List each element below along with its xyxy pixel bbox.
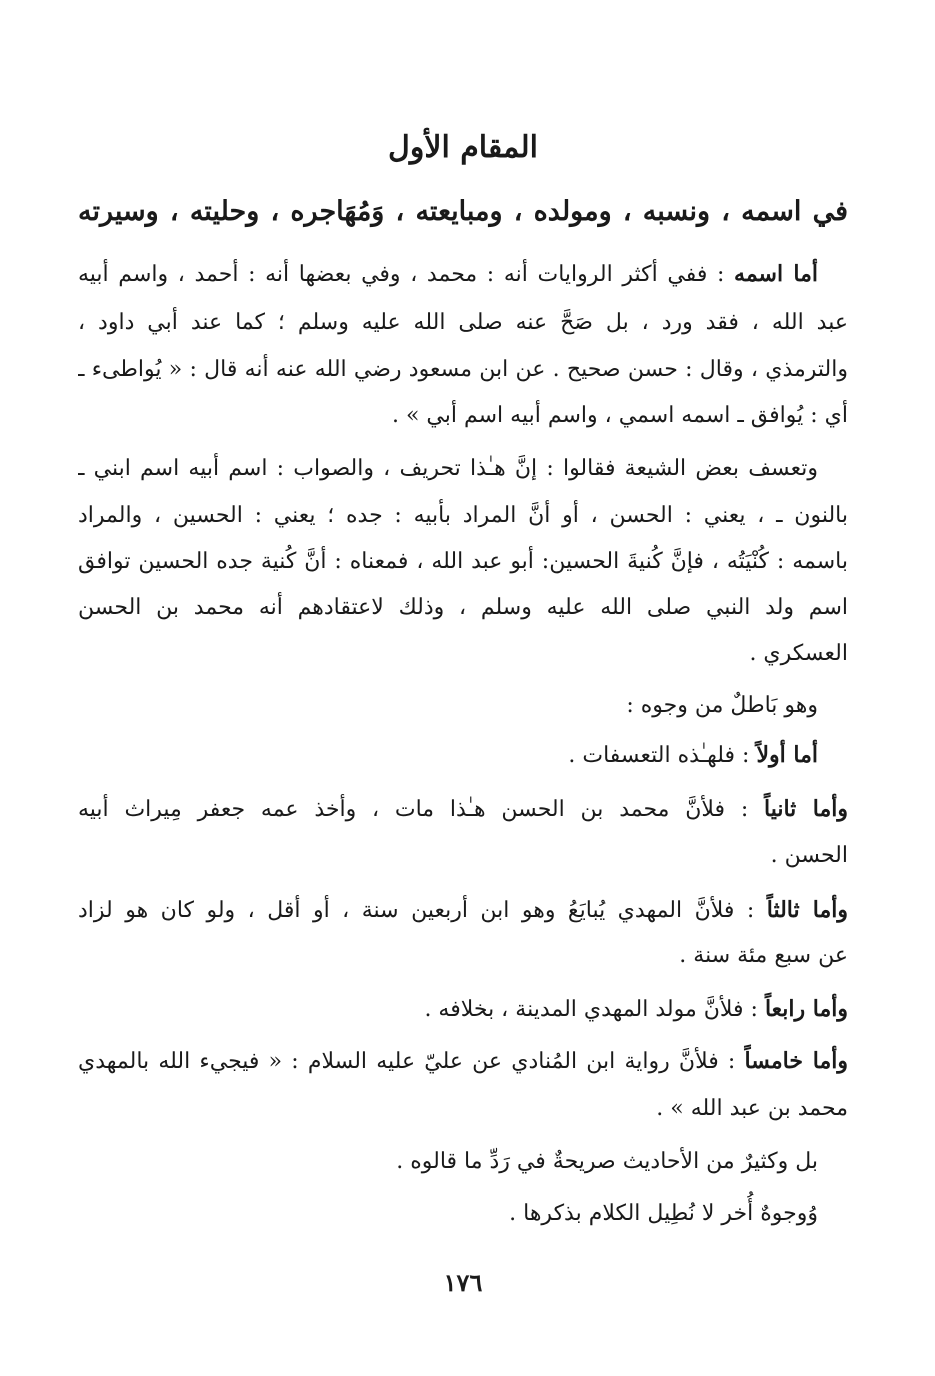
section-subtitle: في اسمه ، ونسبه ، ومولده ، ومبايعته ، وَمُهَاجره ، وحليته ، وسيرته bbox=[78, 196, 848, 227]
paragraph-line: وتعسف بعض الشيعة فقالوا : إنَّ هـٰذا تحريف ، والصواب : اسم أبيه اسم ابني ـ bbox=[78, 456, 818, 481]
paragraph-text: : فلأنَّ محمد بن الحسن هـٰذا مات ، وأخذ عمه جعفر مِيراث أبيه bbox=[78, 797, 765, 822]
book-page bbox=[78, 0, 848, 1376]
paragraph-line: الحسن . bbox=[770, 843, 848, 868]
paragraph-lead-bold: وأما رابعاً bbox=[764, 996, 848, 1022]
paragraph-lead-bold: وأما ثالثاً bbox=[766, 897, 848, 923]
paragraph-line: بالنون ـ ، يعني : الحسن ، أو أنَّ المراد بأبيه : جده ؛ يعني : الحسين ، والمراد bbox=[78, 503, 848, 528]
paragraph-line: اسم ولد النبي صلى الله عليه وسلم ، وذلك لاعتقادهم أنه محمد بن الحسن bbox=[78, 595, 848, 620]
paragraph-text: : فلهـٰذه التعسفات . bbox=[568, 743, 757, 768]
paragraph-lead-bold: وأما ثانياً bbox=[764, 796, 848, 822]
paragraph-line: والترمذي ، وقال : حسن صحيح . عن ابن مسعود رضي الله عنه أنه قال : « يُواطىء ـ bbox=[78, 357, 848, 382]
page-number: ١٧٦ bbox=[443, 1268, 483, 1297]
paragraph-line: محمد بن عبد الله » . bbox=[656, 1096, 848, 1121]
paragraph-line bbox=[78, 731, 818, 779]
paragraph-lead-bold: وأما خامساً bbox=[744, 1048, 848, 1074]
paragraph-line: وهو بَاطلٌ من وجوه : bbox=[626, 693, 818, 718]
paragraph-line bbox=[78, 785, 848, 833]
paragraph-line bbox=[78, 886, 848, 934]
paragraph-line bbox=[78, 1037, 848, 1085]
paragraph-line bbox=[78, 985, 848, 1033]
paragraph-text: : ففي أكثر الروايات أنه : محمد ، وفي بعضها أنه : أحمد ، واسم أبيه bbox=[78, 262, 735, 287]
paragraph-line: وُوجوهٌ أُخر لا نُطِيل الكلام بذكرها . bbox=[509, 1201, 818, 1226]
paragraph-line: عبد الله ، فقد ورد ، بل صَحَّ عنه صلى الله عليه وسلم ؛ كما عند أبي داود ، bbox=[78, 310, 848, 335]
paragraph-lead-bold: أما أولاً bbox=[756, 742, 818, 768]
paragraph-line: بل وكثيرٌ من الأحاديث صريحةٌ في رَدِّ ما قالوه . bbox=[396, 1149, 818, 1174]
paragraph-line bbox=[78, 250, 818, 298]
paragraph-line: أي : يُوافق ـ اسمه اسمي ، واسم أبيه اسم أبي » . bbox=[391, 403, 848, 428]
paragraph-line: عن سبع مئة سنة . bbox=[679, 943, 848, 968]
paragraph-line: باسمه : كُنْيَتُه ، فإنَّ كُنيةَ الحسين: أبو عبد الله ، فمعناه : أنَّ كُنية جده الحسين توافق bbox=[78, 549, 848, 574]
section-title: المقام الأول bbox=[388, 130, 538, 165]
paragraph-lead-bold: أما اسمه bbox=[734, 261, 818, 287]
paragraph-line: العسكري . bbox=[749, 641, 848, 666]
paragraph-text: : فلأنَّ رواية ابن المُنادي عن عليّ عليه السلام : « فيجيء الله بالمهدي bbox=[78, 1049, 745, 1074]
paragraph-text: : فلأنَّ المهدي يُبايَعُ وهو ابن أربعين سنة ، أو أقل ، ولو كان هو لزاد bbox=[78, 898, 767, 923]
paragraph-text: : فلأنَّ مولد المهدي المدينة ، بخلافه . bbox=[424, 997, 765, 1022]
